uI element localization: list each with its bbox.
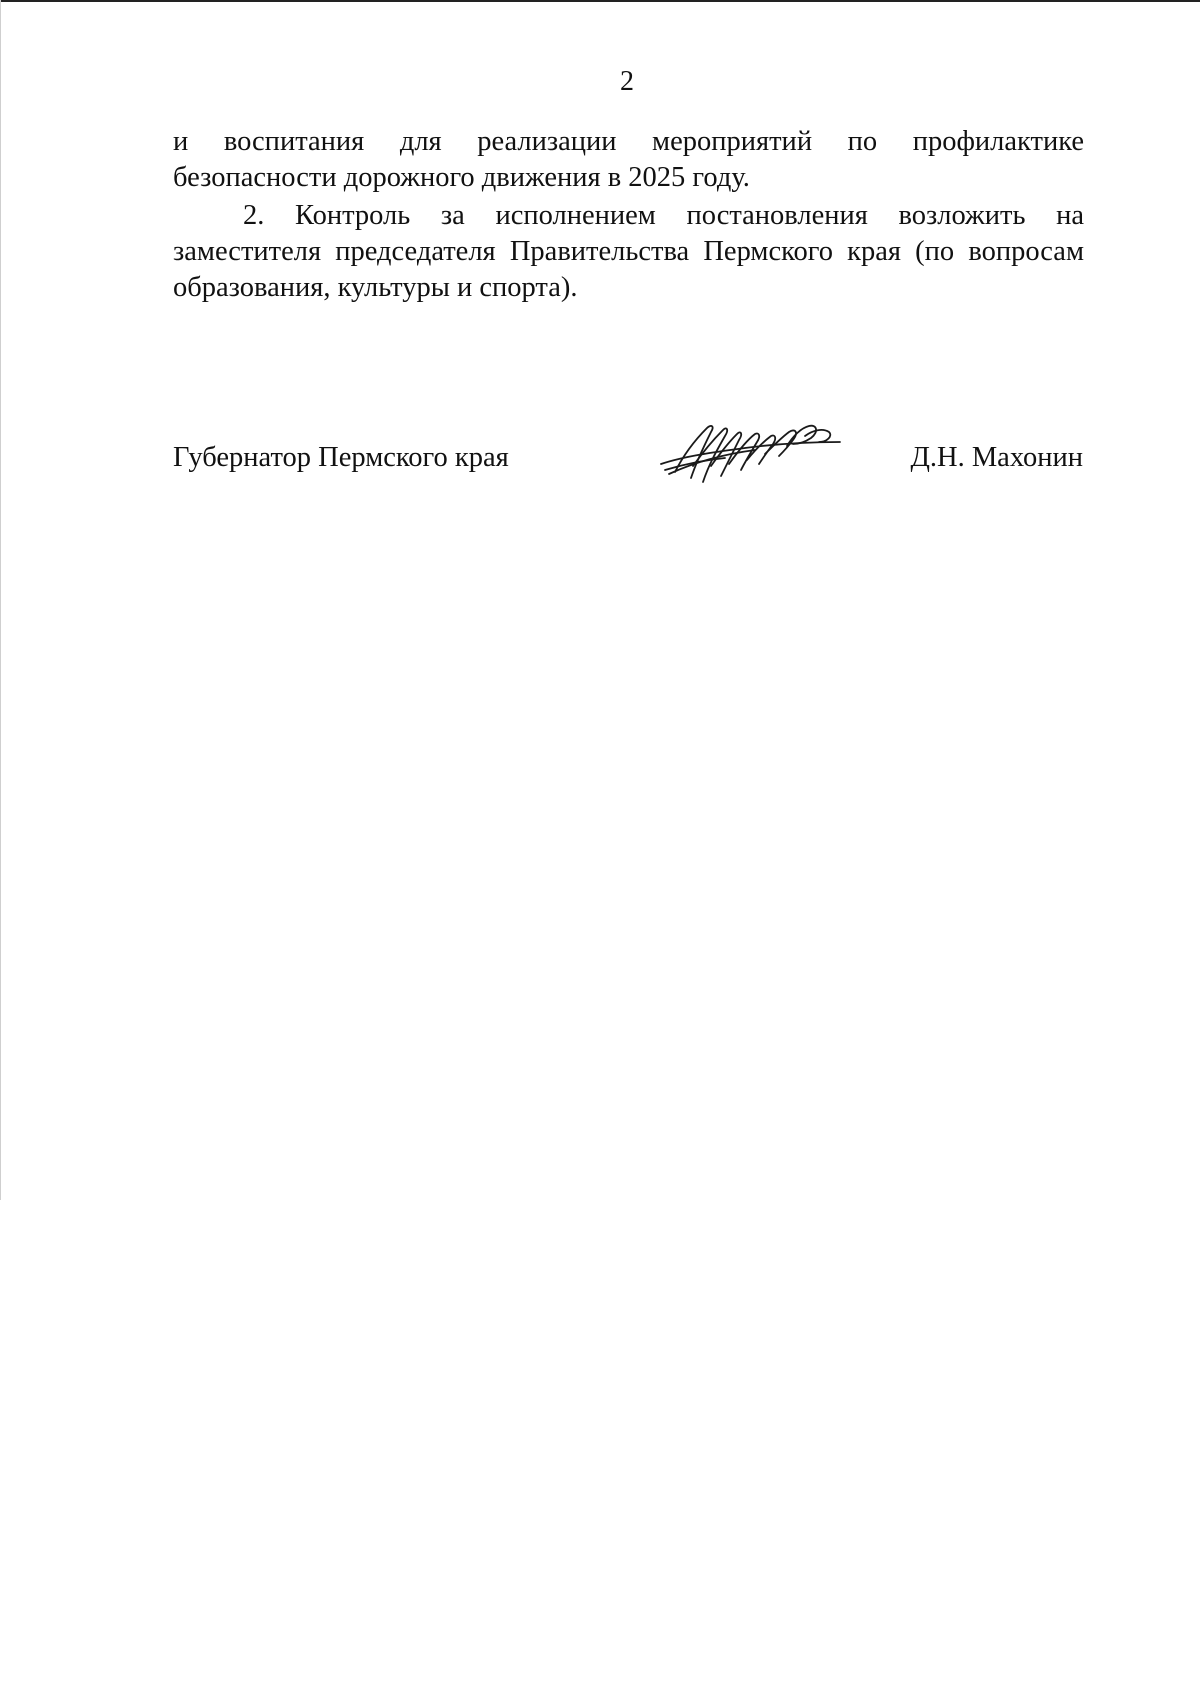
signature-block (173, 440, 1083, 500)
handwritten-signature (655, 412, 855, 492)
page-number: 2 (620, 66, 634, 97)
scan-top-edge (0, 0, 1200, 2)
signatory-position: Губернатор Пермского края (173, 442, 509, 473)
signatory-name: Д.Н. Махонин (910, 442, 1083, 473)
document-body (173, 124, 1084, 306)
paragraph-item-2: 2. Контроль за исполнением постановления возложить на заместителя председателя Правительства Пермского края (по вопросам образования, культуры и спорта). (173, 200, 1084, 303)
paragraph-continuation: и воспитания для реализации мероприятий по профилактике безопасности дорожного движения в 2025 году. (173, 126, 1084, 193)
scan-left-edge (0, 0, 1, 1200)
